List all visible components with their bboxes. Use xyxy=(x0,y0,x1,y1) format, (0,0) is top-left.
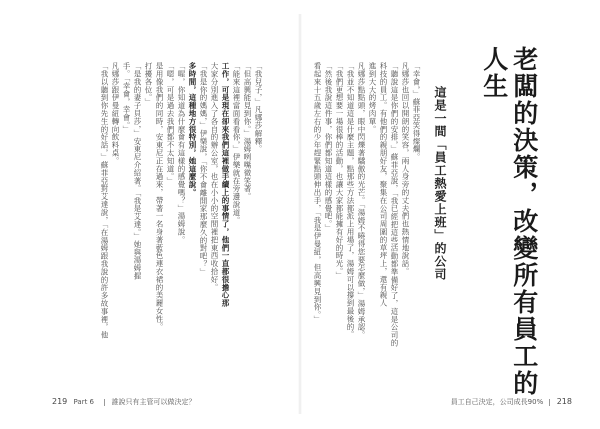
text-column: 「我們更想要一場很棒的活動，也讓大家都能擁有好的時光。」 xyxy=(335,62,344,280)
text-column: 「嗯，可是過去我們都不太知道。」 xyxy=(166,62,175,185)
text-column: 工作，可是現在卻來我們這裡做手續上的事情了，他們一直都很擔心那 xyxy=(221,62,230,307)
text-column: 進到大大的烤肉單。 xyxy=(368,62,377,134)
right-page xyxy=(300,0,600,429)
text-column: 「我以聽到你先生的好話，」蘇菲亞對艾達說，「在湯姆跟我說的許多故事裡，他 xyxy=(100,62,109,339)
running-head: 員工自己決定，公司成長90% xyxy=(450,398,544,406)
footer-divider xyxy=(104,399,105,406)
chapter-title: 老闆的決策，改變所有員工的人生 xyxy=(479,46,539,397)
left-page-body xyxy=(52,62,264,378)
text-column: 「喔，你知道為什麼會有這樣的感覺嗎？」湯姆說。 xyxy=(177,62,186,244)
text-column: 「我是你的媽媽，」伊樂說，「你不會離開家那麼久的對吧？」 xyxy=(199,62,208,276)
right-page-footer xyxy=(451,397,572,407)
text-column: 凡娜莎點點頭，眼中閃爍著驕傲的光芒。「湯姆不曉得您要怎麼做，」湯姆承認。 xyxy=(357,62,366,339)
text-column: 科技的員工。有他們的親朋好友，聚集在公司周圍的草坪上，還有親人 xyxy=(379,62,388,307)
text-column: 「幸會，」蘇菲亞笑得燦爛。 xyxy=(412,62,421,161)
text-column: 「但高興能見到你。」湯姆咧嘴微笑著。 xyxy=(243,62,252,201)
text-column: 手。「幸會，幸會。」 xyxy=(122,62,131,134)
chapter-subtitle: 這是一間「員工熱愛上班」的公司 xyxy=(432,86,447,281)
footer-divider xyxy=(549,399,550,406)
right-page-body xyxy=(304,62,422,378)
text-column: 「然後我說這件事，你們都知道這樣的感覺吧。」 xyxy=(324,62,333,233)
text-column: 是用像我們的同時，安東尼正在過來，帶著一名身著藍色連衣裙的美麗女性。 xyxy=(155,62,164,331)
text-column: 打擾各位。」 xyxy=(144,62,153,106)
left-page-footer xyxy=(52,397,195,407)
text-column: 凡娜莎也回以開朗的笑容，兩人身旁的丈夫們也熱情地說話。 xyxy=(401,62,410,276)
text-column: 「我兒子，」凡娜莎解釋。 xyxy=(254,62,263,154)
part-label: Part 6 xyxy=(73,398,95,406)
running-head: 誰說只有主管可以做決定？ xyxy=(111,398,196,406)
text-column: 大家分別進入了各自的辦公室，也在小小的空間裡把東西收拾好。 xyxy=(210,62,219,292)
page-number: 219 xyxy=(52,397,68,406)
text-column: 「能來這裡當面看看你，」伊樂就在旁邊說道。 xyxy=(232,62,241,225)
text-column: 看起來十五歲左右的少年趕緊點頭伸出手，「我是伊曼紐，但高興見到你。」 xyxy=(313,62,322,324)
text-column: 凡娜莎跟伊曼紐轉向飲料桌。 xyxy=(111,62,120,165)
text-column: 多時間，這種地方很特別，她這麼說。 xyxy=(188,62,197,197)
page-number: 218 xyxy=(556,397,572,406)
text-column: 「是我的妻子貝莎，」安東尼介紹著。「我是艾達。」她與湯姆握 xyxy=(133,62,142,280)
text-column: 「聽說這是你們的安排，」蘇菲亞說，「我已經把這些活動都準備好了，這是公司的 xyxy=(390,62,399,347)
text-column: 「我並不知道這是什麼主題，點那些方法都派上用場了，湯姆可以撐到最後的。 xyxy=(346,62,355,339)
